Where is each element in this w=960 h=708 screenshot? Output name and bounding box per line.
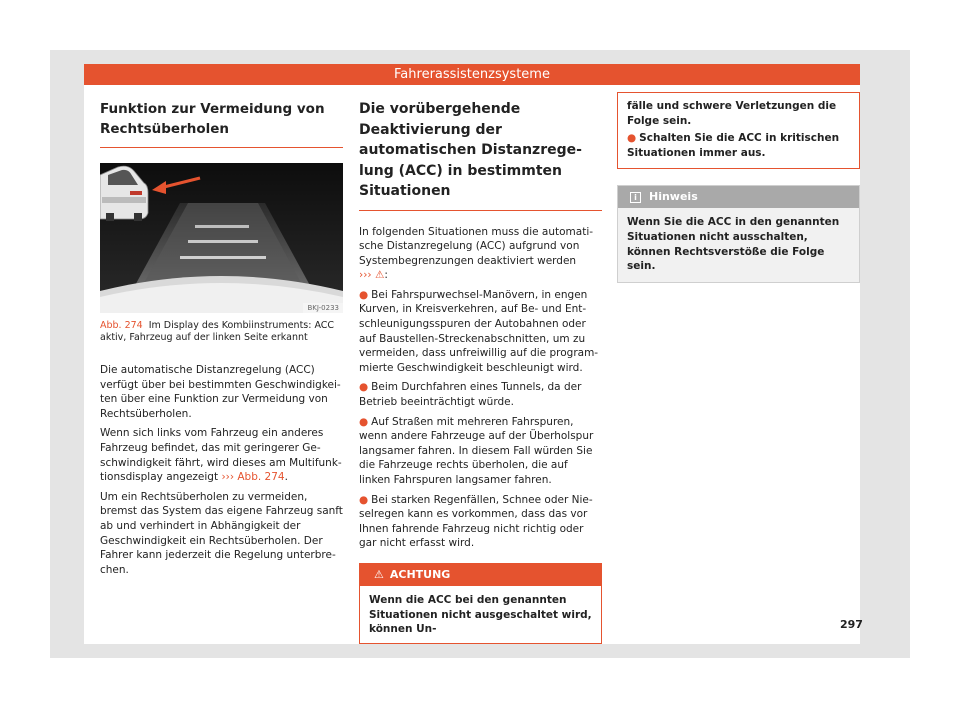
left-column [100, 85, 343, 582]
section-header: Fahrerassistenzsysteme [84, 64, 860, 85]
warning-continuation-text: fälle und schwere Verletzungen die Folge sein. [627, 100, 837, 127]
middle-body [359, 225, 602, 551]
middle-heading: Die vorübergehende Deaktivierung der automatischen Distanzregelung (ACC) in bestimmten Situationen [359, 99, 602, 211]
bullet-item: ● Beim Durchfahren eines Tunnels, da der Betrieb beeinträchtigt würde. [359, 381, 582, 409]
middle-column [359, 85, 602, 644]
note-box [617, 185, 860, 282]
warning-icon: ⚠ [374, 567, 384, 581]
warning-header: ⚠ ACHTUNG [360, 564, 601, 586]
figure-instrument-display [100, 163, 343, 313]
left-body [100, 363, 343, 577]
figure-caption-text: Im Display des Kombiinstruments: ACC aktiv, Fahrzeug auf der linken Seite erkannt [100, 320, 335, 343]
figure-code: BKJ-0233 [307, 304, 339, 312]
note-text: Wenn Sie die ACC in den genannten Situationen nicht ausschalten, können Rechtsverstöße die Folge sein. [627, 216, 840, 273]
figure-label: Abb. 274 [100, 320, 143, 331]
display-illustration [100, 163, 343, 313]
figure-reference-link[interactable]: ››› Abb. 274 [221, 471, 285, 484]
warning-triangle-icon: ⚠ [374, 269, 385, 282]
figure-caption [100, 320, 343, 344]
warning-reference-link[interactable]: ››› [359, 269, 372, 282]
left-heading: Funktion zur Vermeidung von Rechtsüberholen [100, 99, 343, 148]
bullet-item: ● Auf Straßen mit mehreren Fahrspuren, wenn andere Fahrzeuge auf der Überholspur langsamer fahren. In diesem Fall würden Sie die Fahrzeuge rechts überholen, die auf linken Fahrspuren langsamer fahren. [359, 415, 594, 486]
left-paragraph-2: Wenn sich links vom Fahrzeug ein anderes Fahrzeug befindet, das mit geringerer Geschwindigkeit fährt, wird dieses am Multifunktionsdisplay angezeigt ››› Abb. 274. [100, 427, 342, 484]
info-icon: i [630, 192, 641, 203]
warning-bullet: ● Schalten Sie die ACC in kritischen Situationen immer aus. [627, 132, 840, 159]
bullet-item: ● Bei Fahrspurwechsel-Manövern, in engen Kurven, in Kreisverkehren, auf Be- und Entschleunigungsspuren der Autobahnen oder auf Baustellen-Streckenabschnitten, um zu vermeiden, dass unfreiwillig auf die programmierte Geschwindigkeit beschleunigt wird. [359, 288, 599, 374]
note-header: i Hinweis [618, 186, 859, 208]
warning-text: Wenn die ACC bei den genannten Situationen nicht ausgeschaltet wird, können Un- [369, 593, 592, 636]
left-paragraph-1: Die automatische Distanzregelung (ACC) verfügt über bei bestimmten Geschwindigkeiten über eine Funktion zur Vermeidung von Rechtsüberholen. [100, 364, 341, 420]
right-column [617, 85, 860, 283]
bullet-item: ● Bei starken Regenfällen, Schnee oder Nieselregen kann es vorkommen, dass das vor Ihnen fahrende Fahrzeug nicht richtig oder gar nicht erfasst wird. [359, 493, 593, 550]
warning-continuation [617, 92, 860, 169]
warning-box [359, 563, 602, 644]
left-paragraph-3: Um ein Rechtsüberholen zu vermeiden, bremst das System das eigene Fahrzeug sanft ab und verhindert in Abhängigkeit der Geschwindigkeit ein Rechtsüberholen. Der Fahrer kann jederzeit die Regelung unterbrechen. [100, 490, 343, 576]
page-number: 297 [840, 618, 863, 631]
middle-intro: In folgenden Situationen muss die automatische Distanzregelung (ACC) aufgrund von Systembegrenzungen deaktiviert werden ››› ⚠: [359, 225, 594, 282]
